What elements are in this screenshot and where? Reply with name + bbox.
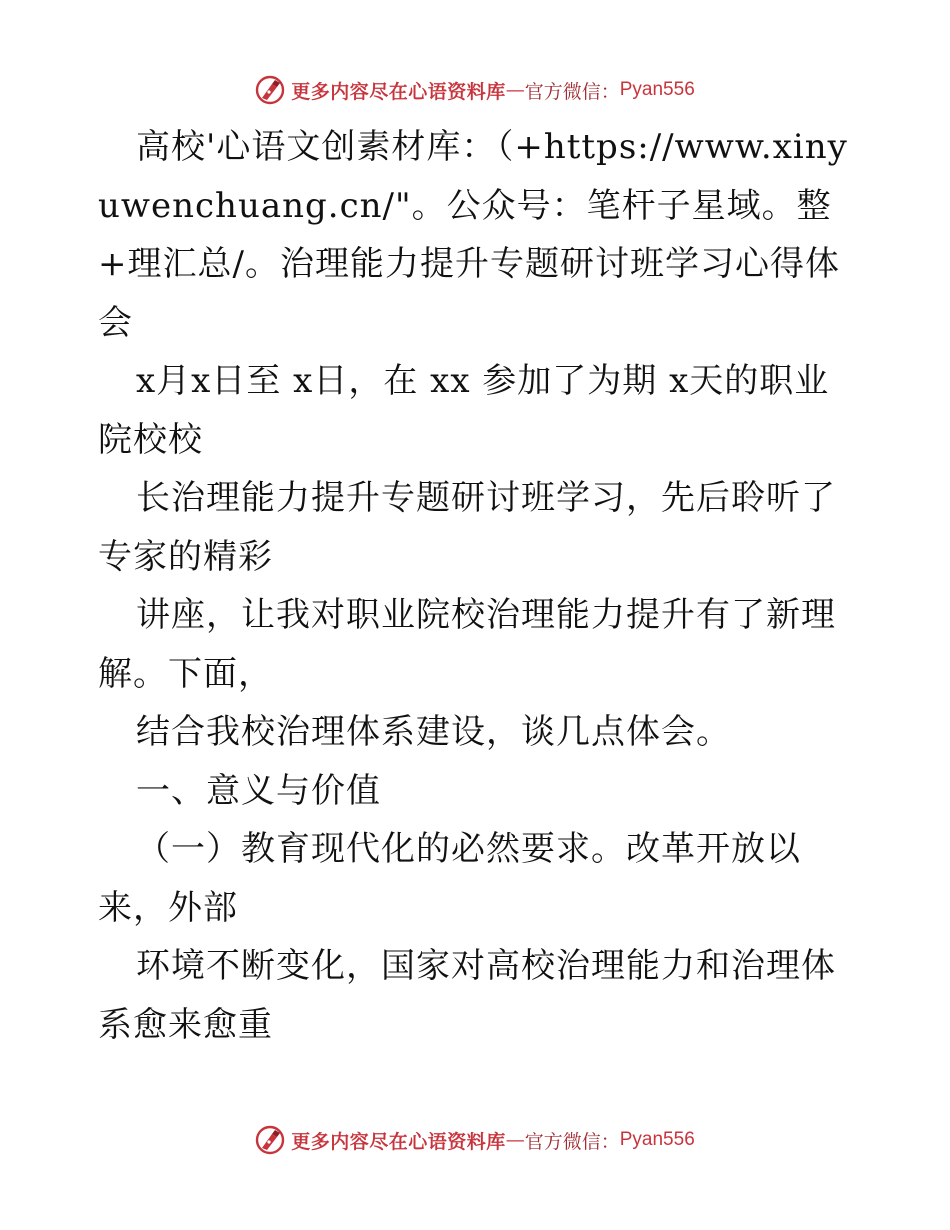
paragraph: x月x日至 x日，在 xx 参加了为期 x天的职业院校校 bbox=[98, 361, 830, 460]
watermark-separator: — bbox=[505, 1129, 525, 1151]
section-heading: 一、意义与价值 bbox=[136, 770, 381, 811]
footer-watermark bbox=[0, 1120, 950, 1160]
paragraph: 长治理能力提升专题研讨班学习，先后聆听了专家的精彩 bbox=[98, 478, 836, 577]
watermark-title: 更多内容尽在心语资料库 bbox=[291, 1130, 506, 1153]
paragraph: 结合我校治理体系建设，谈几点体会。 bbox=[136, 712, 731, 752]
watermark-wechat-label: 官方微信： bbox=[524, 1130, 620, 1153]
pen-nib-icon bbox=[255, 75, 285, 105]
watermark-separator: — bbox=[505, 79, 525, 101]
paragraph: 讲座，让我对职业院校治理能力提升有了新理解。下面， bbox=[98, 595, 836, 694]
paragraph: 环境不断变化，国家对高校治理能力和治理体系愈来愈重 bbox=[98, 946, 836, 1045]
paragraph: （一）教育现代化的必然要求。改革开放以来，外部 bbox=[98, 829, 801, 928]
pen-nib-icon bbox=[255, 1125, 285, 1155]
paragraph: 高校'心语文创素材库：（+https://www.xinyuwenchuang.cn/"。公众号：笔杆子星域。整+理汇总/。治理能力提升专题研讨班学习心得体会 bbox=[98, 127, 848, 343]
document-body bbox=[98, 118, 858, 1054]
watermark-wechat-id: Pyan556 bbox=[619, 1129, 695, 1150]
watermark-wechat-id: Pyan556 bbox=[619, 79, 695, 100]
header-watermark bbox=[0, 70, 950, 110]
watermark-title: 更多内容尽在心语资料库 bbox=[291, 80, 506, 103]
watermark-wechat-label: 官方微信： bbox=[524, 80, 620, 103]
